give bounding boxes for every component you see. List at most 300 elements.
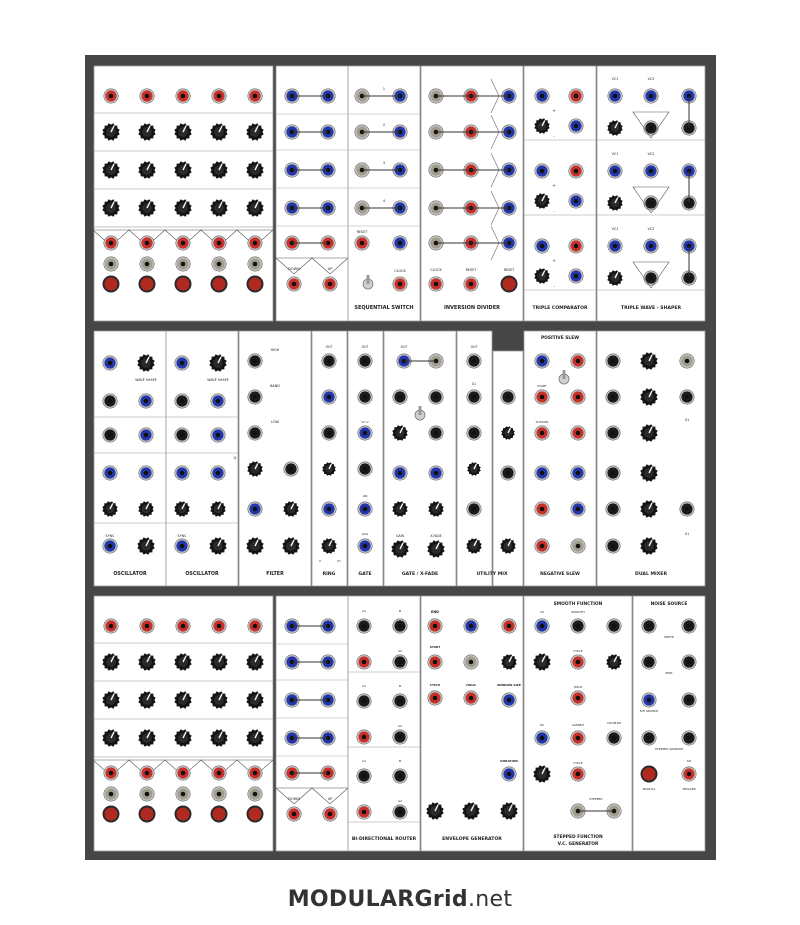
control-knob[interactable] (246, 161, 263, 178)
y-jack[interactable] (322, 502, 336, 516)
module-title-gate-xfade: GATE / X-FADE (401, 572, 439, 577)
black-jack[interactable] (642, 619, 656, 633)
sh-source-label: S/H SOURCE (639, 709, 659, 713)
red-jack[interactable] (357, 730, 371, 744)
sustain-label: SUSTAIN (535, 420, 549, 424)
blue-jack[interactable] (175, 466, 189, 480)
sync-jack[interactable] (103, 539, 117, 553)
blue-jack[interactable] (535, 354, 549, 368)
black-jack[interactable] (680, 502, 694, 516)
black-jack[interactable] (393, 694, 407, 708)
red-gate-button[interactable] (175, 276, 192, 293)
hold-label: HOLD (573, 685, 583, 689)
x-jack[interactable] (322, 390, 336, 404)
black-jack[interactable] (680, 390, 694, 404)
red-gate-button[interactable] (175, 806, 192, 823)
black-jack[interactable] (606, 539, 620, 553)
red-jack[interactable] (571, 426, 585, 440)
black-jack[interactable] (606, 426, 620, 440)
sample-jack[interactable] (571, 731, 585, 745)
minus-label: - (553, 134, 555, 139)
control-knob[interactable] (210, 653, 227, 670)
red-output-jack[interactable] (248, 236, 262, 250)
vc2-label: VC2 (647, 227, 655, 231)
grey-jack[interactable] (464, 655, 478, 669)
control-knob[interactable] (501, 426, 515, 440)
red-gate-button[interactable] (103, 806, 120, 823)
control-knob[interactable] (282, 537, 299, 554)
black-jack[interactable] (357, 694, 371, 708)
grey-mult-jack[interactable] (212, 257, 226, 271)
reset-jack[interactable] (355, 236, 369, 250)
black-jack[interactable] (682, 619, 696, 633)
control-knob[interactable] (607, 195, 622, 210)
clock-jack[interactable] (393, 277, 407, 291)
control-knob[interactable] (462, 802, 479, 819)
control-knob[interactable] (210, 199, 227, 216)
xy-label: XY (337, 559, 341, 563)
control-knob[interactable] (607, 270, 622, 285)
red-jack[interactable] (502, 619, 516, 633)
black-jack[interactable] (606, 354, 620, 368)
trigger-jack[interactable] (682, 767, 696, 781)
x1-label: X1 (684, 532, 690, 536)
cycle-jack[interactable] (571, 655, 585, 669)
black-jack[interactable] (501, 390, 515, 404)
sync-label: SYNC (105, 534, 115, 538)
red-gate-button[interactable] (139, 806, 156, 823)
step-label: 3 (382, 161, 386, 165)
vc2-label: VC2 (647, 77, 655, 81)
hold-jack[interactable] (571, 691, 585, 705)
control-knob[interactable] (427, 540, 444, 557)
black-jack[interactable] (644, 271, 658, 285)
module-title-wave-shaper: TRIPLE WAVE - SHAPER (620, 306, 682, 311)
module-title-stepped-function: STEPPED FUNCTION (553, 835, 603, 840)
blue-jack[interactable] (248, 502, 262, 516)
control-knob[interactable] (102, 729, 119, 746)
red-gate-button[interactable] (103, 276, 120, 293)
lin-jack[interactable] (358, 502, 372, 516)
red-gate-button[interactable] (247, 276, 264, 293)
red-output-jack[interactable] (176, 766, 190, 780)
red-output-jack[interactable] (248, 766, 262, 780)
hold-jack[interactable] (464, 691, 478, 705)
black-jack[interactable] (429, 426, 443, 440)
control-knob[interactable] (102, 199, 119, 216)
red-jack[interactable] (535, 502, 549, 516)
control-knob[interactable] (174, 199, 191, 216)
red-input-jack[interactable] (212, 89, 226, 103)
control-knob[interactable] (392, 501, 407, 516)
a2-label: A2 (398, 649, 402, 653)
control-knob[interactable] (138, 199, 155, 216)
blue-jack[interactable] (569, 119, 583, 133)
blue-jack[interactable] (393, 466, 407, 480)
mix-out-label: OUT (470, 345, 478, 349)
black-jack[interactable] (393, 655, 407, 669)
vc-jack[interactable] (535, 619, 549, 633)
control-knob[interactable] (210, 123, 227, 140)
module-title-ring: RING (322, 572, 336, 577)
black-jack[interactable] (103, 428, 117, 442)
a1-label: A1 (362, 609, 366, 613)
control-knob[interactable] (246, 123, 263, 140)
blue-jack[interactable] (608, 239, 622, 253)
blue-jack[interactable] (608, 164, 622, 178)
red-gate-button[interactable] (139, 276, 156, 293)
control-knob[interactable] (138, 653, 155, 670)
high-out-jack[interactable] (248, 354, 262, 368)
start-jack[interactable] (535, 390, 549, 404)
control-knob[interactable] (501, 654, 516, 669)
down-jack[interactable] (287, 807, 301, 821)
red-input-jack[interactable] (140, 619, 154, 633)
red-gate-button[interactable] (247, 806, 264, 823)
control-knob[interactable] (640, 500, 657, 517)
end-jack[interactable] (428, 619, 442, 633)
xfade-label: X-FADE (430, 534, 442, 538)
sine-out-jack[interactable] (175, 356, 189, 370)
blue-jack[interactable] (535, 89, 549, 103)
control-knob[interactable] (102, 123, 119, 140)
control-knob[interactable] (640, 424, 657, 441)
red-input-jack[interactable] (176, 89, 190, 103)
black-jack[interactable] (393, 730, 407, 744)
black-jack[interactable] (393, 619, 407, 633)
grey-mult-jack[interactable] (104, 257, 118, 271)
module-title-positive-slew: POSITIVE SLEW (540, 336, 580, 341)
blue-jack[interactable] (644, 89, 658, 103)
smooth-jack[interactable] (571, 619, 585, 633)
control-knob[interactable] (607, 120, 622, 135)
control-knob[interactable] (640, 388, 657, 405)
grey-jack[interactable] (680, 354, 694, 368)
sh-label: SH (686, 759, 692, 763)
duration-label: DURATION (500, 759, 518, 763)
black-jack[interactable] (358, 390, 372, 404)
module-title-oscillator: OSCILLATOR (185, 572, 219, 577)
black-jack[interactable] (644, 196, 658, 210)
red-output-jack[interactable] (140, 766, 154, 780)
grey-mult-jack[interactable] (212, 787, 226, 801)
log-label: LOG (361, 532, 369, 536)
clock-jack[interactable] (429, 277, 443, 291)
black-jack[interactable] (429, 390, 443, 404)
control-knob[interactable] (102, 501, 117, 516)
vcv-jack[interactable] (358, 426, 372, 440)
red-jack[interactable] (571, 390, 585, 404)
control-knob[interactable] (138, 161, 155, 178)
grey-mult-jack[interactable] (248, 787, 262, 801)
black-jack[interactable] (501, 466, 515, 480)
grey-mult-jack[interactable] (104, 787, 118, 801)
blue-jack[interactable] (429, 466, 443, 480)
control-knob[interactable] (534, 268, 549, 283)
black-jack[interactable] (682, 655, 696, 669)
wave-shape-label: WAVE SHAPE (135, 378, 157, 382)
black-jack[interactable] (467, 502, 481, 516)
control-knob[interactable] (138, 729, 155, 746)
red-output-jack[interactable] (176, 236, 190, 250)
blue-jack[interactable] (535, 239, 549, 253)
blue-jack[interactable] (103, 466, 117, 480)
grey-mult-jack[interactable] (176, 257, 190, 271)
control-knob[interactable] (466, 538, 481, 553)
sustain-jack[interactable] (535, 426, 549, 440)
cycle-jack[interactable] (428, 691, 442, 705)
control-knob[interactable] (640, 464, 657, 481)
end-label: END (431, 610, 439, 614)
red-output-jack[interactable] (212, 766, 226, 780)
blue-jack[interactable] (644, 239, 658, 253)
control-knob[interactable] (138, 501, 153, 516)
control-knob[interactable] (174, 691, 191, 708)
control-knob[interactable] (533, 653, 550, 670)
red-jack[interactable] (569, 89, 583, 103)
control-knob[interactable] (426, 802, 443, 819)
step-label: 2 (382, 123, 386, 127)
red-output-jack[interactable] (104, 766, 118, 780)
red-input-jack[interactable] (212, 619, 226, 633)
red-jack[interactable] (571, 354, 585, 368)
duration-jack[interactable] (502, 767, 516, 781)
red-output-jack[interactable] (104, 236, 118, 250)
lin-label: LIN (362, 494, 368, 498)
blue-jack[interactable] (642, 693, 656, 707)
manual-trigger-button[interactable] (641, 766, 658, 783)
ps-label: PS (540, 723, 544, 727)
control-knob[interactable] (640, 537, 657, 554)
coupler-jack[interactable] (607, 731, 621, 745)
window-jack[interactable] (502, 693, 516, 707)
up-jack[interactable] (323, 807, 337, 821)
control-knob[interactable] (606, 654, 621, 669)
step-label: 4 (382, 199, 386, 203)
gain-label: GAIN (396, 534, 404, 538)
control-knob[interactable] (246, 199, 263, 216)
grey-mult-jack[interactable] (140, 787, 154, 801)
black-jack[interactable] (606, 502, 620, 516)
control-knob[interactable] (210, 691, 227, 708)
vc1-label: VC1 (611, 227, 619, 231)
blue-jack[interactable] (608, 89, 622, 103)
frequency-knob[interactable] (209, 354, 226, 371)
blue-jack[interactable] (211, 466, 225, 480)
blue-jack[interactable] (571, 502, 585, 516)
b-label: B (398, 609, 402, 613)
blue-jack[interactable] (535, 466, 549, 480)
control-knob[interactable] (246, 729, 263, 746)
start-jack[interactable] (428, 655, 442, 669)
black-jack[interactable] (607, 619, 621, 633)
red-output-jack[interactable] (140, 236, 154, 250)
blue-jack[interactable] (571, 466, 585, 480)
black-jack[interactable] (322, 426, 336, 440)
stepped-random-label: STEPPED RANDOM (655, 747, 683, 751)
blue-jack[interactable] (464, 619, 478, 633)
module-title-triple-comparator: TRIPLE COMPARATOR (532, 306, 588, 311)
red-input-jack[interactable] (248, 619, 262, 633)
control-knob[interactable] (247, 461, 262, 476)
black-jack[interactable] (682, 731, 696, 745)
frequency-knob[interactable] (137, 354, 154, 371)
control-knob[interactable] (174, 729, 191, 746)
blue-jack[interactable] (139, 466, 153, 480)
black-jack[interactable] (358, 462, 372, 476)
minus-label: - (553, 284, 555, 289)
low-out-jack[interactable] (248, 426, 262, 440)
red-jack[interactable] (569, 239, 583, 253)
logo-tld-text: .net (467, 887, 513, 912)
control-knob[interactable] (321, 538, 336, 553)
wave-shape-jack[interactable] (211, 394, 225, 408)
band-out-jack[interactable] (248, 390, 262, 404)
grey-mult-jack[interactable] (176, 787, 190, 801)
sine-out-jack[interactable] (103, 356, 117, 370)
modulargrid-logo (0, 887, 800, 912)
red-input-jack[interactable] (140, 89, 154, 103)
black-jack[interactable] (175, 428, 189, 442)
module-title-envelope-generator: ENVELOPE GENERATOR (442, 837, 502, 842)
a2-label: A2 (398, 799, 402, 803)
saw-out-jack[interactable] (139, 428, 153, 442)
cycle-jack[interactable] (571, 767, 585, 781)
control-knob[interactable] (102, 161, 119, 178)
red-input-jack[interactable] (176, 619, 190, 633)
log-jack[interactable] (358, 539, 372, 553)
black-jack[interactable] (467, 390, 481, 404)
control-knob[interactable] (391, 540, 408, 557)
control-knob[interactable] (138, 123, 155, 140)
control-knob[interactable] (640, 352, 657, 369)
control-knob[interactable] (500, 802, 517, 819)
control-knob[interactable] (102, 691, 119, 708)
control-knob[interactable] (138, 691, 155, 708)
red-input-jack[interactable] (104, 619, 118, 633)
grey-mult-jack[interactable] (248, 257, 262, 271)
black-jack[interactable] (642, 731, 656, 745)
divider-input-label: RESET (465, 268, 477, 272)
module-title-sequential-switch: SEQUENTIAL SWITCH (354, 305, 414, 311)
reset-button[interactable] (501, 276, 518, 293)
step-label: 1 (382, 87, 386, 91)
control-knob[interactable] (500, 538, 515, 553)
red-gate-button[interactable] (211, 806, 228, 823)
blue-jack[interactable] (569, 269, 583, 283)
blue-jack[interactable] (393, 236, 407, 250)
module-title-filter: FILTER (266, 572, 284, 577)
control-knob[interactable] (174, 123, 191, 140)
grey-jack[interactable] (571, 539, 585, 553)
control-knob[interactable] (174, 501, 189, 516)
ps-jack[interactable] (535, 731, 549, 745)
black-jack[interactable] (357, 619, 371, 633)
black-jack[interactable] (284, 462, 298, 476)
control-knob[interactable] (534, 193, 549, 208)
control-knob[interactable] (102, 653, 119, 670)
blue-jack[interactable] (535, 164, 549, 178)
black-jack[interactable] (467, 426, 481, 440)
control-knob[interactable] (534, 118, 549, 133)
black-jack[interactable] (606, 390, 620, 404)
black-jack[interactable] (682, 693, 696, 707)
x-label: X (318, 559, 322, 563)
gate-out-jack[interactable] (358, 354, 372, 368)
control-knob[interactable] (428, 501, 443, 516)
red-jack[interactable] (357, 655, 371, 669)
control-knob[interactable] (283, 501, 298, 516)
up-jack[interactable] (323, 277, 337, 291)
control-knob[interactable] (392, 425, 407, 440)
control-knob[interactable] (210, 729, 227, 746)
black-jack[interactable] (393, 805, 407, 819)
saw-out-jack[interactable] (211, 428, 225, 442)
control-knob[interactable] (174, 161, 191, 178)
black-jack[interactable] (103, 394, 117, 408)
black-jack[interactable] (393, 769, 407, 783)
control-knob[interactable] (246, 653, 263, 670)
control-knob[interactable] (210, 161, 227, 178)
black-jack[interactable] (642, 655, 656, 669)
black-jack[interactable] (644, 121, 658, 135)
red-gate-button[interactable] (211, 276, 228, 293)
module-title-oscillator: OSCILLATOR (113, 572, 147, 577)
x1-label: X1 (684, 418, 690, 422)
control-knob[interactable] (246, 691, 263, 708)
black-jack[interactable] (393, 390, 407, 404)
cycle-label: CYCLE (429, 683, 441, 687)
ring-out-jack[interactable] (322, 354, 336, 368)
down-jack[interactable] (287, 277, 301, 291)
grey-mult-jack[interactable] (140, 257, 154, 271)
control-knob[interactable] (210, 501, 225, 516)
control-knob[interactable] (174, 653, 191, 670)
vc2-label: VC2 (647, 152, 655, 156)
control-knob[interactable] (533, 765, 550, 782)
module-title-noise-source: NOISE SOURCE (650, 602, 688, 607)
blue-jack[interactable] (569, 194, 583, 208)
red-input-jack[interactable] (104, 89, 118, 103)
black-jack[interactable] (175, 394, 189, 408)
control-knob[interactable] (246, 537, 263, 554)
manual-label: MANUAL (642, 787, 656, 791)
red-jack[interactable] (535, 539, 549, 553)
control-knob[interactable] (467, 462, 481, 476)
wave-shape-jack[interactable] (139, 394, 153, 408)
plus-label: + (552, 258, 556, 263)
mix-out-jack[interactable] (467, 354, 481, 368)
logo-modular-text: MODULAR (287, 887, 415, 912)
red-input-jack[interactable] (248, 89, 262, 103)
module-title-inversion-divider: INVERSION DIVIDER (444, 305, 500, 311)
fine-tune-knob[interactable] (209, 537, 226, 554)
reset-jack[interactable] (464, 277, 478, 291)
black-jack[interactable] (357, 769, 371, 783)
fine-tune-knob[interactable] (137, 537, 154, 554)
sync-jack[interactable] (175, 539, 189, 553)
reset-label: RESET (356, 230, 368, 234)
red-output-jack[interactable] (212, 236, 226, 250)
black-jack[interactable] (606, 466, 620, 480)
red-jack[interactable] (357, 805, 371, 819)
vcv-label: VC V (361, 420, 369, 424)
blue-jack[interactable] (644, 164, 658, 178)
smooth-label: SMOOTH (571, 610, 585, 614)
cycle-label: CYCLE (573, 649, 583, 653)
control-knob[interactable] (322, 462, 336, 476)
red-jack[interactable] (569, 164, 583, 178)
